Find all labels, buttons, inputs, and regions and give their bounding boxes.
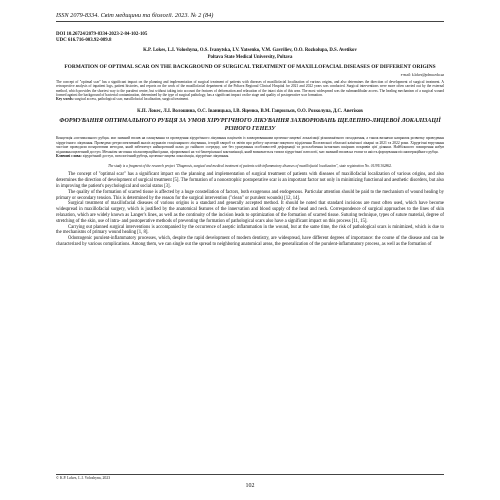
article-title-ukrainian: ФОРМУВАННЯ ОПТИМАЛЬНОГО РУБЦЯ ЗА УМОВ ХІРУРГІЧНОГО ЛІКУВАННЯ ЗАХВОРЮВАНЬ ЩЕЛЕПНО-ЛИЦЕВОЇ ЛОКАЛІЗАЦІЇ РІЗНОГО ГЕНЕЗУ <box>59 118 441 132</box>
body-paragraph: Surgical treatment of maxillofacial diseases of various origins is a standard and generally accepted method. It should be noted that standard incisions are most often used, which have become widespread in maxillofacial surgery, which is justified by the anatomical features of the innervation and blood supply of the head and neck. Correspondence of surgical approaches to the lines of skin relaxation, which are widely known as Langer's lines, as well as the continuity of the incision leads to optimization of the formation of scarred tissue. Suturing technique, types of suture material, degree of stretching of the skin, use of intra- and postoperative methods of preventing the formation of pathological scars also have a significant impact on this process [11, 15]. <box>56 201 444 224</box>
contact-email: e-mail: k.lokes@pdmu.edu.ua <box>400 72 444 77</box>
keywords-english-list: surgical access, pathological scar, maxillofacial localization, surgical treatment. <box>74 97 189 102</box>
body-paragraph: Odontogenic purulent-inflammatory processes, which, despite the rapid development of modern dentistry, are widespread, have different degrees of importance: the course of the disease and can be characterized by various complications. Among them, we can single out the spread to neighboring anatomical areas, the generalization of the purulent-inflammatory process, as well as the formation of <box>56 236 444 247</box>
authors-english-names: K.P. Lokes, L.I. Voloshyna, O.S. Ivanytska, I.V. Yatsenko, V.M. Gavriliev, O.O. Rozkolupa, D.S. Avetikov <box>143 48 357 54</box>
project-footnote: The study is a fragment of the research project "Diagnosis, surgical and medical treatment of patients with inflammatory diseases of maxillofacial localization", state registration No. 0119U102862. <box>108 164 392 169</box>
keywords-english <box>56 97 444 101</box>
abstract-ukrainian: Концепція «оптимального рубця» має значний вплив на планування та проведення хірургічного лікування пацієнтів із захворюваннями щелепно-лицевої локалізації різноманітного походження, а також визначає напрямок розвитку проведення хірургічного лікування. Проведено ретроспективний аналіз журналів стаціонарного лікування, історій хвороб та звітів про роботу щелепно-лицевого відділення Полтавської обласної клінічної лікарні за 2021 та 2022 роки. Хірургічні втручання частіше проводили позаротовим методом, який забезпечує найкоротший шлях до гнійного осередку, але без урахування особливостей деформації та розслаблення інтактних шкірних покривів цієї ділянки. Найбільшого поширення набув піднижньощелепний доступ. Механізм загоєння післяопераційної рани, сформованої на тлі бактеріальної контамінації, який визначається типом хірургічної патології, має значний вплив на етапи та якість формування післяопераційного рубця. <box>56 136 444 154</box>
keywords-ukrainian <box>56 154 444 159</box>
article-title-english: FORMATION OF OPTIMAL SCAR ON THE BACKGROUND OF SURGICAL TREATMENT OF MAXILLOFACIAL DISEASES OF DIFFERENT ORIGINS <box>64 64 436 71</box>
copyright-footer: © K.P. Lokes, L.I. Voloshyna, 2023 <box>56 474 444 481</box>
journal-page <box>56 12 444 492</box>
page-number: 102 <box>245 483 255 489</box>
affiliation: Poltava State Medical University, Poltava <box>207 54 293 60</box>
udc-line: UDC 616.716-003.92-089.8 <box>56 38 112 44</box>
abstract-english: The concept of "optimal scar" has a significant impact on the planning and implementation of surgical treatment of patients with diseases of maxillofacial localization of various origins, and also determines the direction of development of surgical treatment. A retrospective analysis of inpatient logs, patient histories, and reports on the work of the maxillofacial department of the Poltava Regional Clinical Hospital for 2021 and 2022 years was conducted. Surgical interventions were more often carried out by the external method, which provides the shortest way to the purulent center, but without taking into account the features of deformation and relaxation of the intact skin of this area. The most widespread was the submandibular access. The healing mechanism of a surgical wound formed against the background of bacterial contamination, determined by the type of surgical pathology, has a significant impact on the stage and quality of postoperative scar formation. <box>56 79 444 98</box>
body-paragraph: The concept of "optimal scar" has a significant impact on the planning and implementation of surgical treatment of patients with diseases of maxillofacial localization of various origins, and also determines the direction of development of surgical treatment [5]. The formation of a nonostrophic postoperative scar is an important factor not only in minimizing functional and aesthetic disorders, but also in improving the patient's psychological and social status [3]. <box>56 172 444 190</box>
body-paragraph: Carrying out planned surgical interventions is accompanied by the occurrence of aseptic inflammation in the wound, but at the same time, the risk of pathological scars is minimized, which is due to the mechanisms of primary wound healing [1, 8]. <box>56 224 444 236</box>
keywords-ukrainian-list: хірургічний доступ, патологічний рубець, щелепно-лицева локалізація, хірургічне лікування. <box>82 154 230 159</box>
authors-english <box>56 48 444 61</box>
journal-running-header: ISSN 2079-8334. Світ медицини та біології. 2023. № 2 (84) <box>56 12 444 22</box>
doi-line: DOI 10.26724/2079-8334-2023-2-84-102-105 <box>56 32 148 37</box>
article-identifiers <box>56 32 444 44</box>
keywords-ukrainian-label: Ключові слова: <box>56 154 82 159</box>
authors-ukrainian: К.П. Локес, Л.І. Волошина, О.С. Іваницька, І.В. Яценко, В.М. Гаврильєв, О.О. Розколупа, Д.С. Аветіков <box>137 108 363 114</box>
article-body <box>56 172 444 247</box>
body-paragraph: The quality of the formation of scarred tissue is affected by a huge constellation of factors, both exogenous and endogenous. Particular attention should be paid to the mechanism of wound healing by primary or secondary tension. This is determined by the reason for the surgical intervention ("clean" or purulent wounds) [12, 14]. <box>56 189 444 201</box>
keywords-english-label: Key words: <box>56 97 74 102</box>
